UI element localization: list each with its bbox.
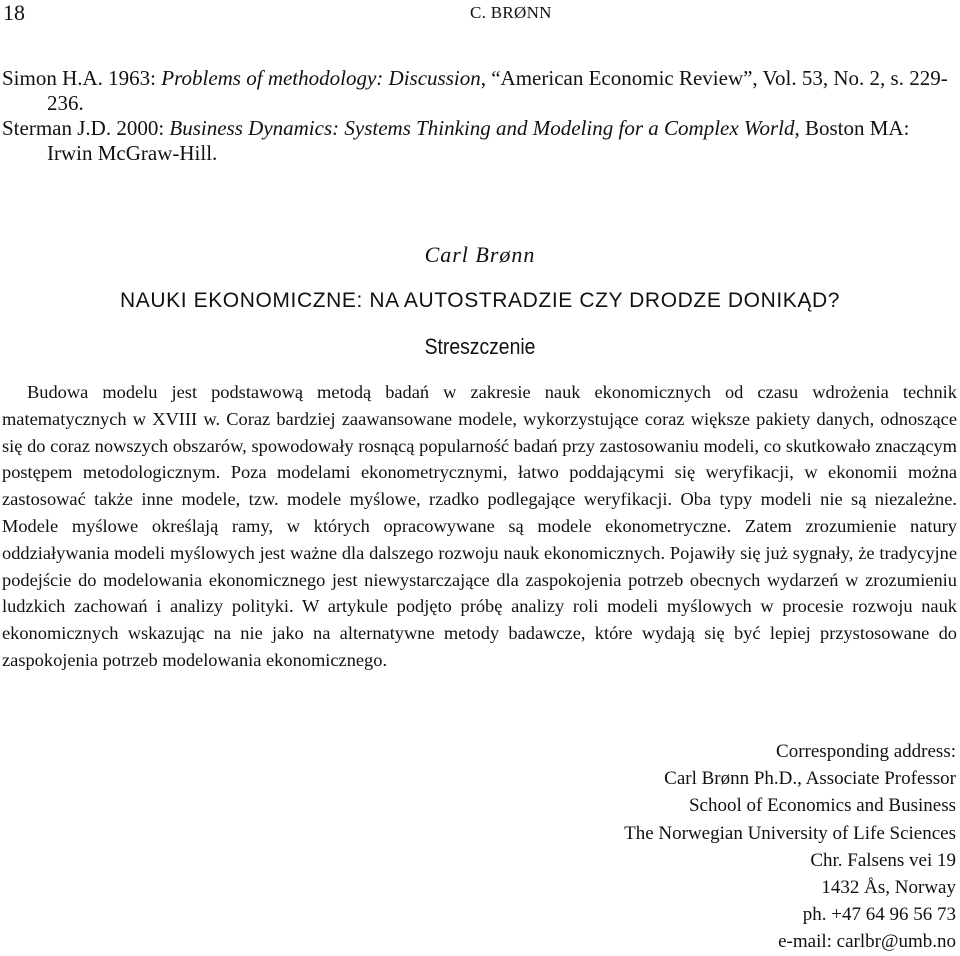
article-author: Carl Brønn (424, 242, 536, 267)
reference-source: , “American Economic Review”, Vol. 53, No. 2, s. 229-236. (47, 66, 948, 115)
abstract-heading: Streszczenie (424, 334, 536, 359)
address-name: Carl Brønn Ph.D., Associate Professor (664, 768, 956, 790)
address-heading: Corresponding address: (776, 741, 956, 762)
reference-entry (2, 116, 954, 166)
corresponding-address (436, 738, 956, 956)
address-city: 1432 Ås, Norway (821, 877, 956, 899)
page-number: 18 (3, 0, 25, 25)
address-phone: ph. +47 64 96 56 73 (802, 904, 956, 926)
reference-source: , Boston MA: Irwin McGraw-Hill. (47, 116, 910, 165)
reference-title: Problems of methodology: Discussion (161, 66, 481, 90)
reference-list (2, 66, 954, 166)
address-school: School of Economics and Business (688, 795, 956, 817)
running-head: C. BRØNN (470, 3, 552, 22)
reference-title: Business Dynamics: Systems Thinking and Modeling for a Complex World (169, 116, 795, 140)
reference-author-year: Sterman J.D. 2000: (2, 116, 170, 140)
reference-author-year: Simon H.A. 1963: (2, 66, 162, 90)
reference-entry (2, 66, 954, 116)
address-email: e-mail: carlbr@umb.no (778, 931, 956, 953)
article-title: NAUKI EKONOMICZNE: NA AUTOSTRADZIE CZY DRODZE DONIKĄD? (119, 289, 841, 312)
address-street: Chr. Falsens vei 19 (810, 849, 956, 871)
abstract-body: Budowa modelu jest podstawową metodą badań w zakresie nauk ekonomicznych od czasu wdrożenia technik matematycznych w XVIII w. Coraz bardziej zaawansowane modele, wykorzystujące coraz większe pakiety danych, odnoszące się do coraz nowszych obszarów, spowodowały rosnącą popularność badań przy zastosowaniu modeli, co skutkowało znaczącym postępem metodologicznym. Poza modelami ekonometrycznymi, łatwo poddającymi się weryfikacji, w ekonomii można zastosować także inne modele, tzw. modele myślowe, rzadko podlegające weryfikacji. Oba typy modeli nie są niezależne. Modele myślowe określają ramy, w których opracowywane są modele ekonometryczne. Zatem zrozumienie natury oddziaływania modeli myślowych jest ważne dla dalszego rozwoju nauk ekonomicznych. Pojawiły się już sygnały, że tradycyjne podejście do modelowania ekonomicznego jest niewystarczające dla zaspokojenia potrzeb obecnych wydarzeń w zrozumieniu ludzkich zachowań i analizy polityki. W artykule podjęto próbę analizy roli modeli myślowych w procesie rozwoju nauk ekonomicznych wskazując na nie jako na alternatywne metody badawcze, które wydają się być lepiej przystosowane do zaspokojenia potrzeb modelowania ekonomicznego. (2, 382, 957, 670)
address-university: The Norwegian University of Life Sciences (624, 822, 956, 844)
